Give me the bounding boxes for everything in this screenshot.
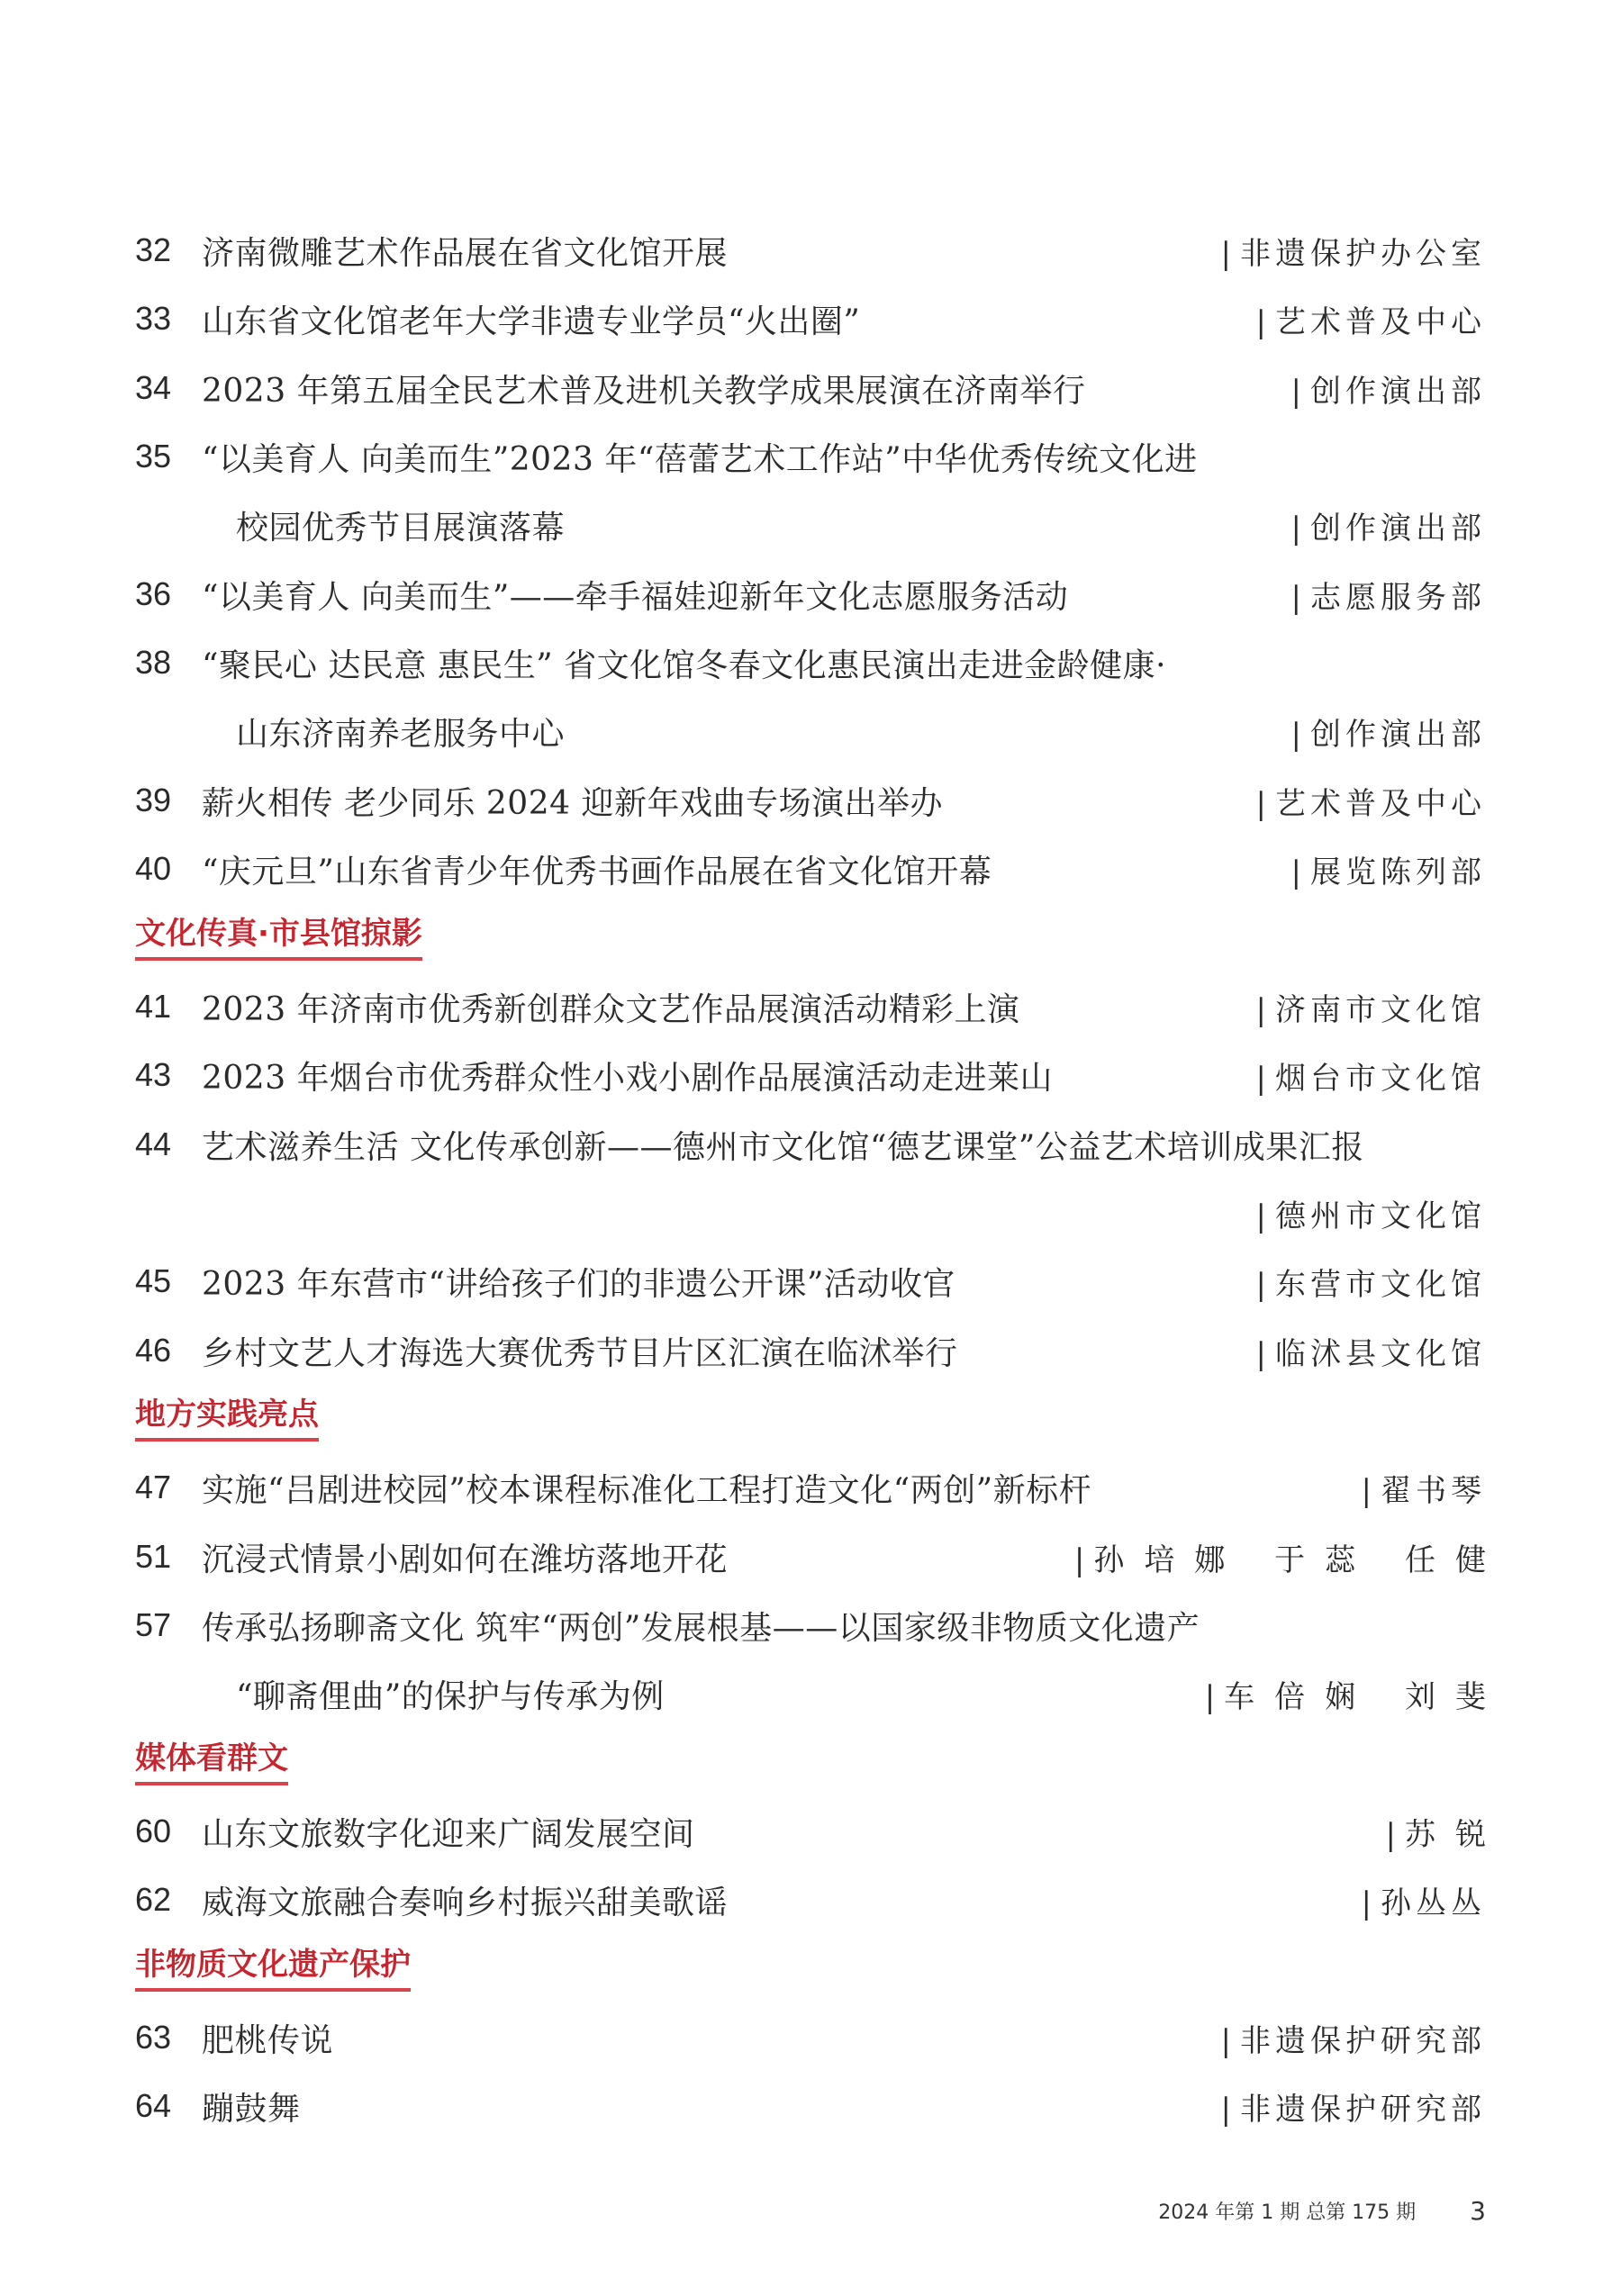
toc-entry[interactable] xyxy=(135,2072,1486,2140)
toc-author xyxy=(1221,229,1486,273)
toc-entry-continuation[interactable] xyxy=(135,697,1486,765)
toc-author-name: 德州市文化馆 xyxy=(1275,1198,1486,1234)
toc-entry[interactable] xyxy=(135,766,1486,835)
section-heading-text: 地方实践亮点 xyxy=(135,1397,319,1442)
toc-page-number: 51 xyxy=(135,1538,172,1575)
author-separator: | xyxy=(1220,2022,1231,2059)
toc-entry[interactable] xyxy=(135,1316,1486,1385)
toc-author-name: 创作演出部 xyxy=(1310,373,1486,410)
author-separator: | xyxy=(1290,373,1301,410)
toc-title: 乡村文艺人才海选大赛优秀节目片区汇演在临沭举行 xyxy=(202,1334,958,1372)
toc-author-name: 济南市文化馆 xyxy=(1275,991,1486,1028)
author-separator: | xyxy=(1255,1060,1266,1097)
toc-page-number: 57 xyxy=(135,1606,172,1643)
toc-title: 威海文旅融合奏响乡村振兴甜美歌谣 xyxy=(202,1884,729,1921)
toc-author-name: 艺术普及中心 xyxy=(1275,785,1486,822)
author-separator: | xyxy=(1220,235,1231,272)
toc-author xyxy=(1386,1810,1506,1854)
toc-author-name: 创作演出部 xyxy=(1310,716,1486,753)
toc-page-number: 45 xyxy=(135,1262,172,1299)
toc-title: 2023 年东营市“讲给孩子们的非遗公开课”活动收官 xyxy=(202,1265,955,1303)
toc-title: “以美育人 向美而生”2023 年“蓓蕾艺术工作站”中华优秀传统文化进 xyxy=(202,440,1198,478)
section-heading xyxy=(135,1729,288,1797)
toc-title: 济南微雕艺术作品展在省文化馆开展 xyxy=(202,234,729,272)
author-separator: | xyxy=(1255,303,1266,340)
toc-page-number: 40 xyxy=(135,850,172,887)
toc-entry-continuation[interactable] xyxy=(135,1179,1486,1247)
toc-entry[interactable] xyxy=(135,1797,1506,1866)
toc-title: 2023 年济南市优秀新创群众文艺作品展演活动精彩上演 xyxy=(202,990,1020,1028)
toc-entry[interactable] xyxy=(135,1591,1486,1659)
toc-page-number: 64 xyxy=(135,2087,172,2124)
toc-author-name: 非遗保护办公室 xyxy=(1240,235,1486,272)
toc-entry[interactable] xyxy=(135,560,1486,628)
toc-entry[interactable] xyxy=(135,216,1486,285)
author-separator: | xyxy=(1220,2091,1231,2128)
toc-page-number: 39 xyxy=(135,782,172,818)
toc-entry[interactable] xyxy=(135,422,1486,491)
toc-author xyxy=(1256,1329,1486,1373)
toc-author-name: 翟书琴 xyxy=(1381,1472,1486,1509)
section-heading-text: 媒体看群文 xyxy=(135,1740,288,1786)
author-separator: | xyxy=(1255,1266,1266,1303)
toc-author xyxy=(1256,1191,1486,1235)
toc-entry[interactable] xyxy=(135,972,1486,1041)
author-separator: | xyxy=(1361,1472,1372,1509)
toc-author xyxy=(1291,710,1486,754)
toc-author-name: 孙培娜 于蕊 任健 xyxy=(1093,1541,1506,1578)
toc-author xyxy=(1256,779,1486,823)
toc-author-name: 非遗保护研究部 xyxy=(1240,2022,1486,2059)
toc-title: 艺术滋养生活 文化传承创新——德州市文化馆“德艺课堂”公益艺术培训成果汇报 xyxy=(202,1128,1364,1166)
toc-title: “庆元旦”山东省青少年优秀书画作品展在省文化馆开幕 xyxy=(202,853,992,890)
toc-author xyxy=(1256,985,1486,1029)
toc-author xyxy=(1291,366,1486,411)
author-separator: | xyxy=(1385,1816,1396,1853)
toc-author-name: 烟台市文化馆 xyxy=(1275,1060,1486,1097)
toc-author xyxy=(1205,1672,1506,1716)
section-heading xyxy=(135,1935,411,2003)
toc-entry[interactable] xyxy=(135,1041,1486,1109)
toc-page-number: 41 xyxy=(135,988,172,1025)
toc-page-number: 35 xyxy=(135,438,172,475)
issue-info: 2024 年第 1 期 总第 175 期 xyxy=(1158,2201,1417,2224)
toc-page-number: 38 xyxy=(135,644,172,681)
toc-page-number: 60 xyxy=(135,1812,172,1849)
toc-author-name: 艺术普及中心 xyxy=(1275,303,1486,340)
toc-title: 山东文旅数字化迎来广阔发展空间 xyxy=(202,1815,695,1853)
section-heading xyxy=(135,904,422,972)
toc-title: 肥桃传说 xyxy=(202,2021,334,2059)
page-number: 3 xyxy=(1470,2195,1486,2226)
author-separator: | xyxy=(1204,1678,1216,1715)
toc-author xyxy=(1256,1260,1486,1304)
toc-author-name: 东营市文化馆 xyxy=(1275,1266,1486,1303)
toc-title: 实施“吕剧进校园”校本课程标准化工程打造文化“两创”新标杆 xyxy=(202,1471,1092,1509)
toc-author-name: 临沭县文化馆 xyxy=(1275,1335,1486,1372)
toc-entry[interactable] xyxy=(135,1247,1486,1315)
toc-entry[interactable] xyxy=(135,1866,1486,1934)
toc-author-name: 展览陈列部 xyxy=(1310,854,1486,890)
author-separator: | xyxy=(1290,854,1301,890)
author-separator: | xyxy=(1290,716,1301,753)
toc-author xyxy=(1074,1535,1506,1579)
toc-page-number: 44 xyxy=(135,1125,172,1162)
toc-entry[interactable] xyxy=(135,628,1486,697)
toc-page-number: 33 xyxy=(135,300,172,337)
toc-author xyxy=(1291,503,1486,547)
toc-page-number: 63 xyxy=(135,2019,172,2056)
author-separator: | xyxy=(1290,510,1301,547)
page-footer xyxy=(1126,2188,1486,2233)
author-separator: | xyxy=(1255,1198,1266,1234)
toc-author-name: 非遗保护研究部 xyxy=(1240,2091,1486,2128)
toc-author xyxy=(1256,297,1486,341)
author-separator: | xyxy=(1290,579,1301,616)
toc-page-number: 43 xyxy=(135,1056,172,1093)
toc-entry[interactable] xyxy=(135,1453,1486,1522)
table-of-contents xyxy=(135,0,1506,2296)
toc-title: 薪火相传 老少同乐 2024 迎新年戏曲专场演出举办 xyxy=(202,784,943,822)
toc-page-number: 36 xyxy=(135,575,172,612)
toc-author xyxy=(1291,573,1486,617)
toc-author xyxy=(1221,2016,1486,2060)
toc-page-number: 47 xyxy=(135,1469,172,1505)
author-separator: | xyxy=(1255,991,1266,1028)
toc-title: 蹦鼓舞 xyxy=(202,2090,301,2128)
toc-author-name: 车倍娴 刘斐 xyxy=(1224,1678,1506,1715)
toc-page-number: 34 xyxy=(135,369,172,406)
toc-author-name: 孙丛丛 xyxy=(1381,1885,1486,1921)
toc-title: “以美育人 向美而生”——牵手福娃迎新年文化志愿服务活动 xyxy=(202,578,1069,616)
toc-title: 沉浸式情景小剧如何在潍坊落地开花 xyxy=(202,1541,729,1578)
toc-entry[interactable] xyxy=(135,285,1486,353)
toc-entry[interactable] xyxy=(135,1523,1506,1591)
toc-title: 2023 年烟台市优秀群众性小戏小剧作品展演活动走进莱山 xyxy=(202,1059,1054,1097)
toc-author xyxy=(1256,1053,1486,1098)
toc-entry-continuation[interactable] xyxy=(135,491,1486,559)
toc-author-name: 志愿服务部 xyxy=(1310,579,1486,616)
toc-entry[interactable] xyxy=(135,354,1486,422)
author-separator: | xyxy=(1073,1541,1085,1578)
author-separator: | xyxy=(1255,1335,1266,1372)
toc-author-name: 创作演出部 xyxy=(1310,510,1486,547)
toc-author xyxy=(1362,1466,1486,1510)
toc-title: 山东省文化馆老年大学非遗专业学员“火出圈” xyxy=(202,303,861,340)
toc-entry[interactable] xyxy=(135,1110,1486,1179)
toc-entry-continuation[interactable] xyxy=(135,1659,1506,1728)
section-heading xyxy=(135,1385,319,1453)
toc-title: 山东济南养老服务中心 xyxy=(236,715,566,753)
author-separator: | xyxy=(1361,1885,1372,1921)
toc-title: 2023 年第五届全民艺术普及进机关教学成果展演在济南举行 xyxy=(202,372,1086,410)
toc-title: “聚民心 达民意 惠民生” 省文化馆冬春文化惠民演出走进金龄健康· xyxy=(202,646,1167,684)
toc-title: “聊斋俚曲”的保护与传承为例 xyxy=(236,1677,665,1715)
section-heading-text: 非物质文化遗产保护 xyxy=(135,1947,411,1993)
toc-author xyxy=(1362,1878,1486,1922)
toc-page-number: 46 xyxy=(135,1332,172,1369)
toc-entry[interactable] xyxy=(135,2003,1486,2072)
author-separator: | xyxy=(1255,785,1266,822)
toc-entry[interactable] xyxy=(135,835,1486,903)
toc-author xyxy=(1221,2084,1486,2129)
toc-author xyxy=(1291,847,1486,891)
toc-page-number: 32 xyxy=(135,231,172,268)
toc-title: 校园优秀节目展演落幕 xyxy=(236,509,566,547)
section-heading-text: 文化传真·市县馆掠影 xyxy=(135,916,422,962)
toc-title: 传承弘扬聊斋文化 筑牢“两创”发展根基——以国家级非物质文化遗产 xyxy=(202,1609,1200,1647)
toc-author-name: 苏锐 xyxy=(1405,1816,1506,1853)
toc-page-number: 62 xyxy=(135,1881,172,1918)
